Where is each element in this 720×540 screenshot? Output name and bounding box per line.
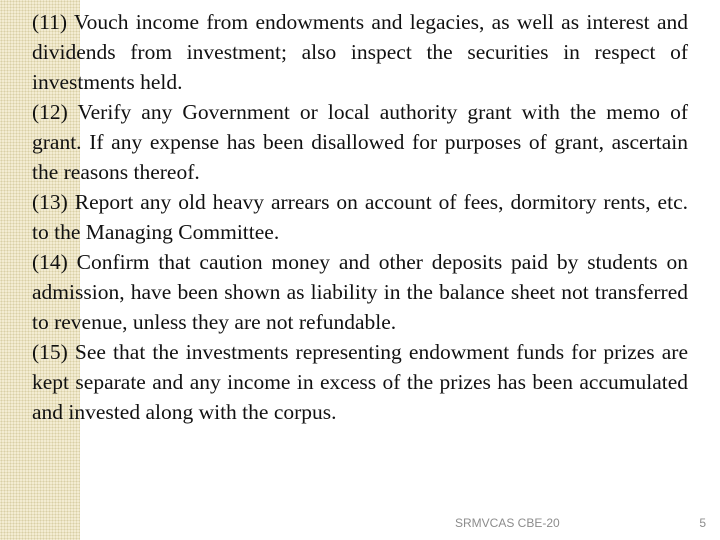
paragraph-13: (13) Report any old heavy arrears on account of fees, dormitory rents, etc. to the Managing Committee. — [32, 190, 688, 244]
paragraph-12: (12) Verify any Government or local authority grant with the memo of grant. If any expense has been disallowed for purposes of grant, ascertain the reasons thereof. — [32, 100, 688, 184]
page-number: 5 — [699, 516, 706, 530]
paragraph-14: (14) Confirm that caution money and other deposits paid by students on admission, have been shown as liability in the balance sheet not transferred to revenue, unless they are not refundable. — [32, 250, 688, 334]
slide-footer — [0, 516, 720, 534]
footer-label: SRMVCAS CBE-20 — [455, 516, 560, 530]
slide-body — [32, 7, 688, 427]
paragraph-15: (15) See that the investments representing endowment funds for prizes are kept separate and any income in excess of the prizes has been accumulated and invested along with the corpus. — [32, 340, 688, 424]
paragraph-11: (11) Vouch income from endowments and legacies, as well as interest and dividends from investment; also inspect the securities in respect of investments held. — [32, 10, 688, 94]
